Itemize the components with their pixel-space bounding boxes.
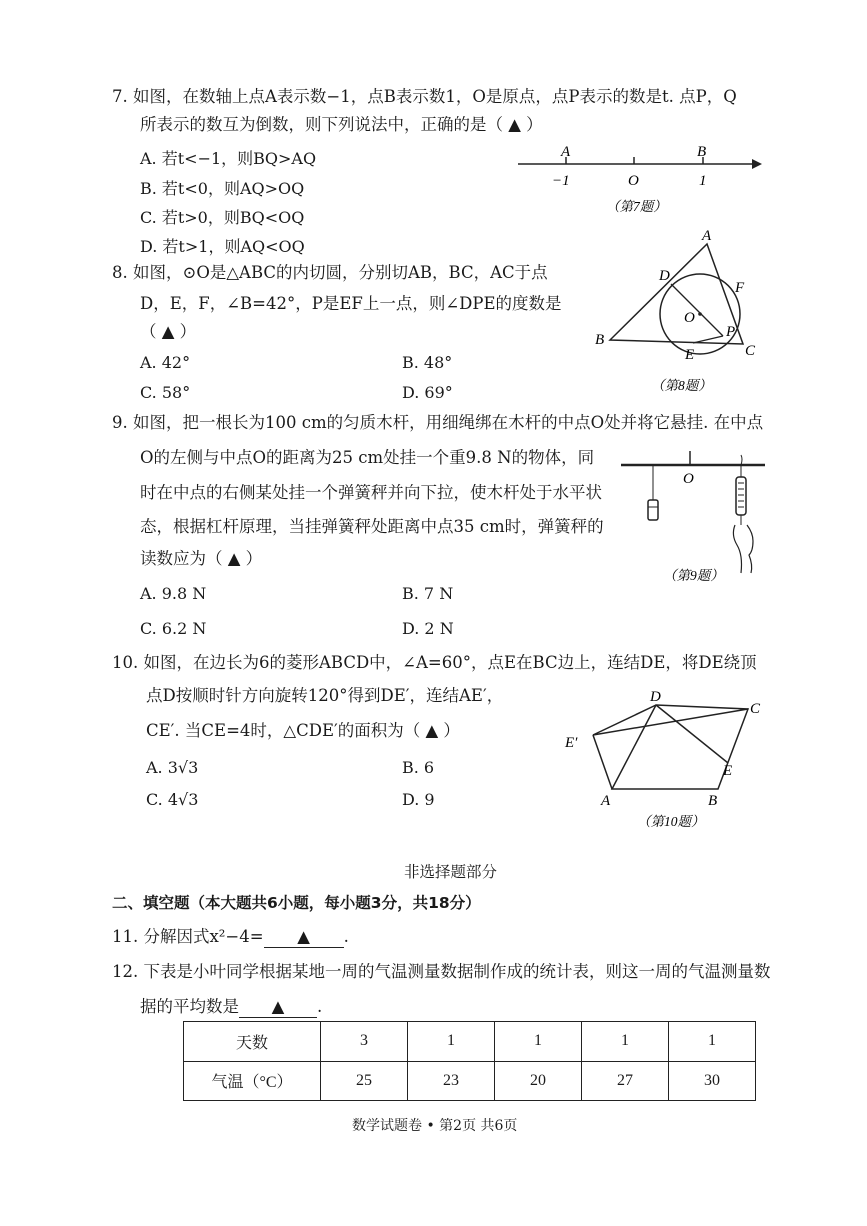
part2-heading: 二、填空题（本大题共6小题，每小题3分，共18分） xyxy=(112,894,481,912)
q11-answer-blank[interactable]: ▲ xyxy=(264,927,344,948)
temperature-table xyxy=(183,1021,756,1101)
q10-label-e-prime: E′ xyxy=(565,735,578,751)
q7-option-a: A. 若t<−1，则BQ>AQ xyxy=(140,149,317,168)
q8-label-c: C xyxy=(745,343,756,359)
q10-label-b: B xyxy=(708,793,718,809)
q12-answer-blank[interactable]: ▲ xyxy=(239,997,317,1018)
q7-option-b: B. 若t<0，则AQ>OQ xyxy=(140,179,305,198)
q9-option-d: D. 2 N xyxy=(402,619,454,638)
table-cell: 23 xyxy=(408,1061,495,1101)
q10-line3: CE′. 当CE=4时，△CDE′的面积为（ ▲ ） xyxy=(146,721,460,740)
q8-incircle-figure xyxy=(585,222,775,402)
q10-rhombus-figure xyxy=(555,685,775,835)
q7-caption: （第7题） xyxy=(606,199,667,214)
q8-label-a: A xyxy=(702,228,712,244)
table-cell: 20 xyxy=(495,1061,582,1101)
q9-lever-figure xyxy=(615,445,775,590)
table-row-temperature xyxy=(184,1061,756,1101)
q10-option-c: C. 4√3 xyxy=(146,790,199,809)
q9-hand-icon xyxy=(733,525,753,573)
q7-label-b: B xyxy=(697,144,707,160)
q7-line2: 所表示的数互为倒数，则下列说法中，正确的是（ ▲ ） xyxy=(140,115,543,134)
q7-option-c: C. 若t>0，则BQ<OQ xyxy=(140,208,305,227)
q12-line1: 12. 下表是小叶同学根据某地一周的气温测量数据制作成的统计表，则这一周的气温测量数 xyxy=(112,962,771,981)
q9-weight xyxy=(648,500,658,520)
q10-label-d: D xyxy=(650,689,661,705)
q8-label-p: P xyxy=(726,324,736,340)
q8-label-o: O xyxy=(684,310,695,326)
q8-option-b: B. 48° xyxy=(402,353,453,372)
q9-option-b: B. 7 N xyxy=(402,584,454,603)
table-header-days: 天数 xyxy=(184,1022,321,1062)
section-title: 非选择题部分 xyxy=(404,863,498,881)
q8-label-b: B xyxy=(595,332,605,348)
q7-label-o: O xyxy=(628,173,639,189)
table-cell: 30 xyxy=(669,1061,756,1101)
q8-caption: （第8题） xyxy=(651,378,712,393)
q11-end: . xyxy=(343,927,349,946)
table-cell: 3 xyxy=(321,1022,408,1062)
q8-option-d: D. 69° xyxy=(402,383,453,402)
q8-line3: （ ▲ ） xyxy=(140,322,197,341)
table-header-temperature: 气温（°C） xyxy=(184,1061,321,1101)
q7-line1: 7. 如图，在数轴上点A表示数−1，点B表示数1，O是原点，点P表示的数是t. 点P，Q xyxy=(112,87,737,106)
table-row-days xyxy=(184,1022,756,1062)
q9-line3: 时在中点的右侧某处挂一个弹簧秤并向下拉，使木杆处于水平状 xyxy=(140,483,602,502)
q7-number-line-figure xyxy=(510,140,770,220)
q12-line2-text: 据的平均数是 xyxy=(140,997,239,1016)
q9-line1: 9. 如图，把一根长为100 cm的匀质木杆，用细绳绑在木杆的中点O处并将它悬挂. 在中点 xyxy=(112,413,764,432)
page-footer: 数学试题卷 • 第2页 共6页 xyxy=(352,1118,518,1134)
q7-label-1: 1 xyxy=(699,173,707,189)
q12-end: . xyxy=(317,997,323,1016)
q10-label-a: A xyxy=(601,793,611,809)
q9-line5: 读数应为（ ▲ ） xyxy=(140,549,263,568)
q9-option-c: C. 6.2 N xyxy=(140,619,207,638)
q9-label-o: O xyxy=(683,471,694,487)
q10-label-c: C xyxy=(750,701,761,717)
table-cell: 1 xyxy=(582,1022,669,1062)
table-cell: 1 xyxy=(408,1022,495,1062)
q10-line2: 点D按顺时针方向旋转120°得到DE′，连结AE′， xyxy=(146,686,504,705)
q9-line2: O的左侧与中点O的距离为25 cm处挂一个重9.8 N的物体，同 xyxy=(140,448,595,467)
q10-option-b: B. 6 xyxy=(402,758,435,777)
q10-option-a: A. 3√3 xyxy=(146,758,199,777)
q9-line4: 态，根据杠杆原理，当挂弹簧秤处距离中点35 cm时，弹簧秤的 xyxy=(140,517,604,536)
q8-label-e: E xyxy=(685,347,695,363)
q10-label-e: E xyxy=(723,763,733,779)
q8-option-a: A. 42° xyxy=(140,353,191,372)
table-cell: 1 xyxy=(669,1022,756,1062)
q7-label-neg1: −1 xyxy=(552,173,570,189)
q8-option-c: C. 58° xyxy=(140,383,191,402)
table-cell: 25 xyxy=(321,1061,408,1101)
q10-line1: 10. 如图，在边长为6的菱形ABCD中，∠A=60°，点E在BC边上，连结DE，将DE绕顶 xyxy=(112,653,757,672)
q10-caption: （第10题） xyxy=(637,814,705,829)
q12-line2 xyxy=(140,997,322,1018)
q8-line1: 8. 如图，⊙O是△ABC的内切圆，分别切AB，BC，AC于点 xyxy=(112,263,548,282)
table-cell: 1 xyxy=(495,1022,582,1062)
q10-option-d: D. 9 xyxy=(402,790,435,809)
q8-line2: D，E，F，∠B=42°，P是EF上一点，则∠DPE的度数是 xyxy=(140,294,562,313)
q8-label-f: F xyxy=(735,280,745,296)
q8-label-d: D xyxy=(659,268,670,284)
q7-option-d: D. 若t>1，则AQ<OQ xyxy=(140,237,305,256)
q9-option-a: A. 9.8 N xyxy=(140,584,207,603)
q7-label-a: A xyxy=(561,144,571,160)
q11 xyxy=(112,927,349,948)
table-cell: 27 xyxy=(582,1061,669,1101)
q11-text: 11. 分解因式x²−4= xyxy=(112,927,264,946)
q9-caption: （第9题） xyxy=(663,568,724,583)
